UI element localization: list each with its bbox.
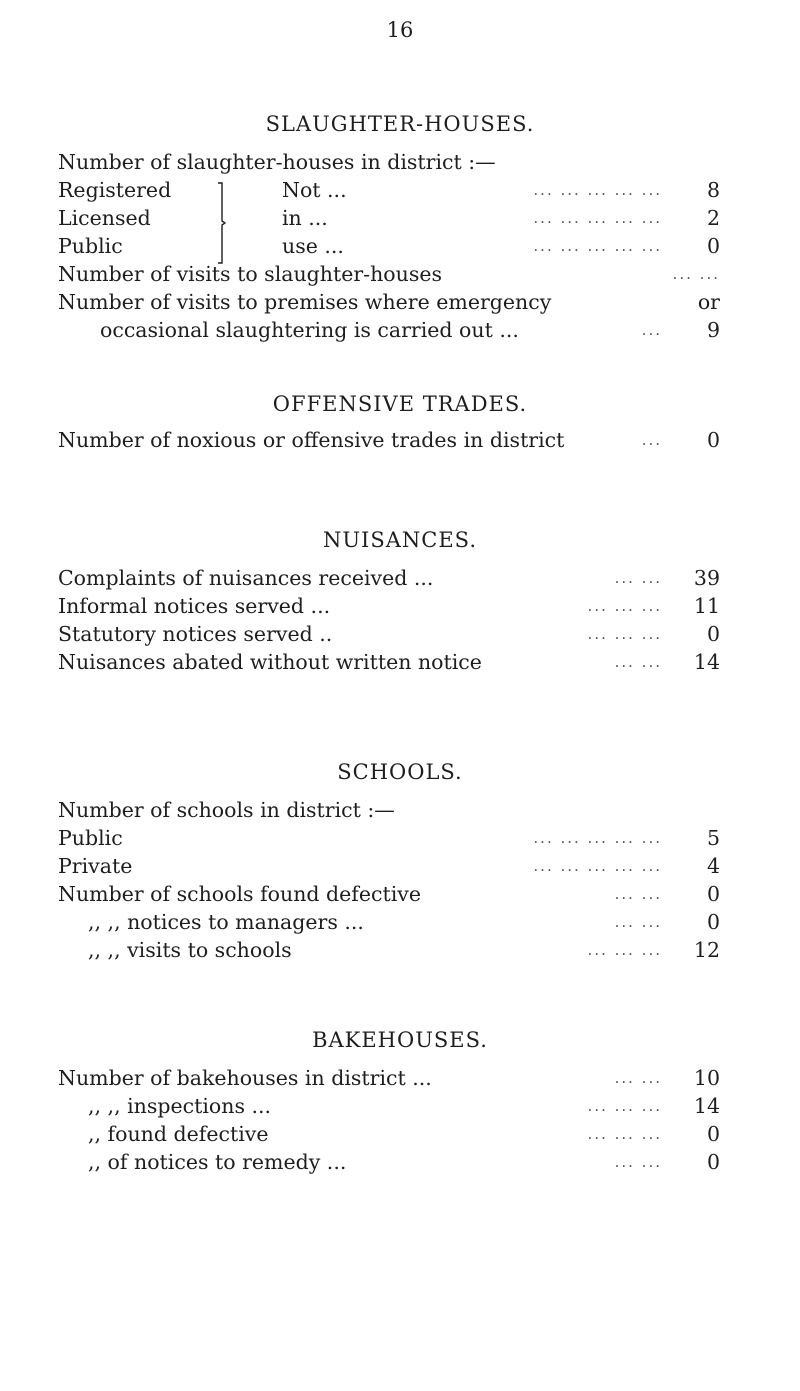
nuisances-row [58,592,720,620]
nuisances-row [58,620,720,648]
leader-dots: ... ... ... [587,941,662,959]
nuisances-value: 14 [693,650,720,674]
slaughter-row-left: Licensed [58,206,151,230]
schools-label: Private [58,854,133,878]
nuisances-row [58,648,720,676]
nuisances-value: 39 [693,566,720,590]
nuisances-label: Statutory notices served .. [58,622,333,646]
nuisances-label: Complaints of nuisances received ... [58,566,434,590]
schools-label: Public [58,826,123,850]
slaughter-premises-or: or [697,290,720,314]
slaughter-premises-value: 9 [706,318,720,342]
bakehouses-row [58,1092,720,1120]
bakehouses-heading: BAKEHOUSES. [312,1028,488,1052]
slaughter-houses-heading: SLAUGHTER-HOUSES. [265,112,535,136]
leader-dots: ... ... [614,885,662,903]
leader-dots: ... ... ... ... ... [533,237,662,255]
slaughter-row-public [58,232,720,260]
slaughter-premises-line2: occasional slaughtering is carried out ... [100,318,519,342]
bakehouses-label: ,, of notices to remedy ... [88,1150,347,1174]
schools-label: Number of schools found defective [58,882,422,906]
slaughter-row-right: use ... [282,234,344,258]
bakehouses-value: 14 [693,1094,720,1118]
bakehouses-label: ,, ,, inspections ... [88,1094,272,1118]
leader-dots: ... ... ... ... ... [533,857,662,875]
nuisances-heading: NUISANCES. [322,528,477,552]
bakehouses-label: Number of bakehouses in district ... [58,1066,432,1090]
leader-dots: ... ... ... [587,1097,662,1115]
offensive-label: Number of noxious or offensive trades in district [58,428,565,452]
slaughter-row-left: Registered [58,178,172,202]
slaughter-row-licensed [58,204,720,232]
schools-intro-label: Number of schools in district :— [58,798,395,822]
slaughter-row-value: 8 [706,178,720,202]
offensive-trades-heading: OFFENSIVE TRADES. [272,392,528,416]
slaughter-premises-line1: Number of visits to premises where emergency [58,290,552,314]
leader-dots: ... ... [614,1153,662,1171]
leader-dots: ... [641,431,662,449]
bakehouses-row [58,1064,720,1092]
leader-dots: ... ... [614,569,662,587]
slaughter-row-right: in ... [282,206,328,230]
slaughter-intro-label: Number of slaughter-houses in district :— [58,150,496,174]
slaughter-row-right: Not ... [282,178,347,202]
leader-dots: ... ... ... ... ... [533,209,662,227]
bakehouses-label: ,, found defective [88,1122,269,1146]
schools-heading: SCHOOLS. [337,760,463,784]
nuisances-row [58,564,720,592]
slaughter-visits-label: Number of visits to slaughter-houses [58,262,443,286]
schools-intro [58,796,720,824]
schools-value: 0 [706,882,720,906]
offensive-value: 0 [706,428,720,452]
leader-dots: ... ... ... [587,625,662,643]
slaughter-row-left: Public [58,234,123,258]
schools-row [58,824,720,852]
nuisances-label: Informal notices served ... [58,594,331,618]
bakehouses-value: 10 [693,1066,720,1090]
bakehouses-row [58,1120,720,1148]
slaughter-row-registered [58,176,720,204]
slaughter-visits-row [58,260,720,288]
slaughter-row-value: 0 [706,234,720,258]
schools-row [58,852,720,880]
schools-row [58,908,720,936]
bakehouses-row [58,1148,720,1176]
schools-label: ,, ,, notices to managers ... [88,910,364,934]
leader-dots: ... ... [614,653,662,671]
bakehouses-value: 0 [706,1122,720,1146]
slaughter-premises-row-2 [100,316,720,344]
slaughter-intro [58,148,720,176]
schools-value: 5 [706,826,720,850]
schools-label: ,, ,, visits to schools [88,938,292,962]
leader-dots: ... ... ... [587,597,662,615]
nuisances-value: 0 [706,622,720,646]
leader-dots: ... ... ... ... ... [533,829,662,847]
schools-row [58,880,720,908]
leader-dots: ... ... [672,265,720,283]
leader-dots: ... ... [614,1069,662,1087]
bakehouses-value: 0 [706,1150,720,1174]
nuisances-value: 11 [693,594,720,618]
leader-dots: ... ... ... ... ... [533,181,662,199]
page-number: 16 [386,18,414,42]
leader-dots: ... [641,321,662,339]
schools-value: 12 [693,938,720,962]
leader-dots: ... ... ... [587,1125,662,1143]
schools-value: 0 [706,910,720,934]
slaughter-premises-row-1 [58,288,720,316]
schools-row [58,936,720,964]
leader-dots: ... ... [614,913,662,931]
offensive-row [58,426,720,454]
slaughter-row-value: 2 [706,206,720,230]
schools-value: 4 [706,854,720,878]
nuisances-label: Nuisances abated without written notice [58,650,482,674]
